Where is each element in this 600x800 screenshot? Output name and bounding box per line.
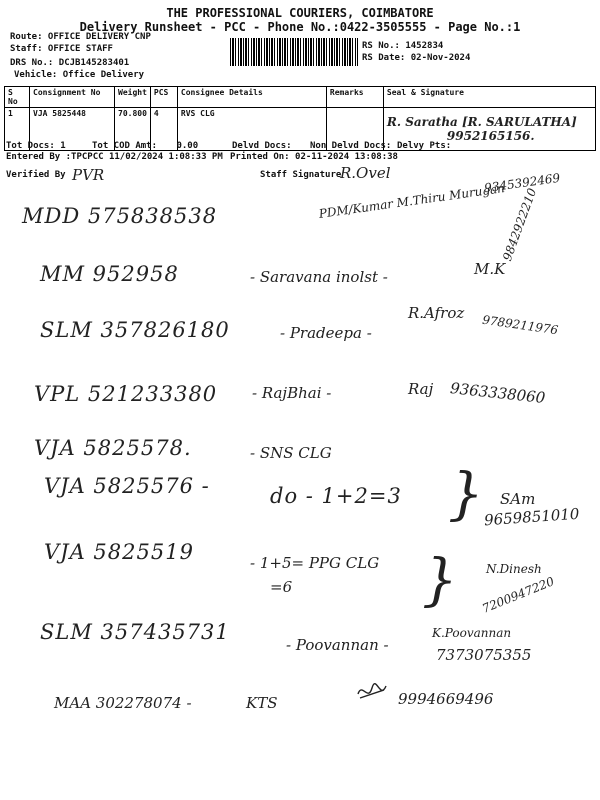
rs-date: RS Date: 02-Nov-2024 (362, 53, 471, 63)
receiver-signature: R. Saratha [R. SARULATHA] (386, 115, 577, 129)
hw-brace-2: } (422, 548, 458, 613)
verified-by-label: Verified By (6, 170, 66, 180)
hw-sig-2: M.K (474, 260, 506, 278)
hw-sig-7: N.Dinesh (486, 562, 542, 576)
col-remarks: Remarks (326, 87, 383, 108)
hw-name-9: KTS (246, 694, 278, 712)
hw-name-8: - Poovannan - (286, 636, 389, 654)
staff-label: Staff: OFFICE STAFF (10, 44, 113, 54)
hw-line-4: VPL 521233380 (34, 382, 218, 406)
tot-docs-label: Tot Docs: (6, 141, 55, 151)
drs-number (10, 58, 129, 68)
hw-phone-2: 9842922210 (500, 186, 540, 263)
hw-phone-9: 9994669496 (398, 690, 494, 708)
col-sno: S No (5, 87, 30, 108)
tot-docs-value: 1 (60, 141, 66, 151)
drs-value: DCJB145283401 (58, 58, 130, 68)
hw-line-1: MDD 575838538 (22, 204, 218, 228)
cell-sno: 1 (5, 108, 30, 151)
hw-line-5: VJA 5825578. (34, 436, 192, 460)
hw-name-4: - RajBhai - (252, 384, 332, 402)
route-label: Route: OFFICE DELIVERY CNP (10, 32, 151, 42)
col-weight: Weight (115, 87, 151, 108)
hw-sig-3: R.Afroz (408, 304, 465, 322)
delvd-docs: Delvd Docs: (232, 141, 292, 151)
hw-name-5: - SNS CLG (250, 444, 332, 462)
hw-sig-6: SAm (500, 490, 536, 508)
scribble-signature-icon (354, 680, 390, 704)
hw-name-1: PDM/Kumar M.Thiru Murugan (317, 181, 506, 221)
tot-cod-value: 0.00 (176, 141, 199, 151)
table-header-row (5, 87, 596, 108)
rs-number: RS No.: 1452834 (362, 41, 444, 51)
staff-signature: R.Ovel (340, 164, 391, 182)
hw-line-9: MAA 302278074 - (54, 694, 192, 712)
verified-signature: PVR (72, 166, 105, 184)
hw-line-6: VJA 5825576 - (44, 474, 210, 498)
tot-cod (92, 141, 198, 151)
hw-sig-8: K.Poovannan (432, 626, 512, 640)
hw-phone-1: 9345392469 (483, 170, 561, 196)
printed-on: Printed On: 02-11-2024 13:08:38 (230, 152, 398, 162)
vehicle-label: Vehicle: Office Delivery (14, 70, 145, 80)
hw-line-2: MM 952958 (40, 262, 179, 286)
hw-name-2: - Saravana inolst - (250, 268, 388, 286)
cell-consignee: RVS CLG (177, 108, 326, 151)
hw-sig-4: Raj (408, 380, 434, 398)
hw-brace-1: } (448, 462, 484, 527)
hw-phone-4: 9363338060 (449, 379, 547, 407)
barcode-image (230, 38, 358, 66)
hw-name-7: - 1+5= PPG CLG (250, 554, 380, 572)
cell-pcs: 4 (150, 108, 177, 151)
cell-consignment: VJA 5825448 (30, 108, 115, 151)
col-pcs: PCS (150, 87, 177, 108)
hw-note-7: =6 (270, 578, 293, 596)
hw-phone-6: 9659851010 (483, 504, 580, 530)
col-consignment: Consignment No (30, 87, 115, 108)
hw-line-3: SLM 357826180 (40, 318, 230, 342)
col-signature: Seal & Signature (383, 87, 595, 108)
hw-name-3: - Pradeepa - (280, 324, 372, 342)
staff-signature-label: Staff Signature (260, 170, 342, 180)
non-delvd-docs: Non Delvd Docs: (310, 141, 392, 151)
hw-phone-7: 7200947220 (480, 574, 557, 616)
hw-name-6: do - 1+2=3 (270, 484, 402, 508)
hw-phone-8: 7373075355 (436, 646, 532, 664)
cell-weight: 70.800 (115, 108, 151, 151)
drs-label: DRS No.: (10, 58, 54, 68)
tot-cod-label: Tot COD Amt: (92, 141, 158, 151)
runsheet-subtitle: Delivery Runsheet - PCC - Phone No.:0422-3505555 - Page No.:1 (79, 20, 521, 34)
receiver-phone: 9952165156. (446, 129, 535, 143)
hw-line-8: SLM 357435731 (40, 620, 230, 644)
delvy-pts: Delvy Pts: (397, 141, 452, 151)
entered-by: Entered By :TPCPCC 11/02/2024 1:08:33 PM (6, 152, 223, 162)
hw-phone-3: 9789211976 (481, 312, 559, 338)
col-consignee: Consignee Details (177, 87, 326, 108)
company-title: THE PROFESSIONAL COURIERS, COIMBATORE (166, 6, 434, 20)
hw-line-7: VJA 5825519 (44, 540, 194, 564)
tot-docs (6, 141, 66, 151)
